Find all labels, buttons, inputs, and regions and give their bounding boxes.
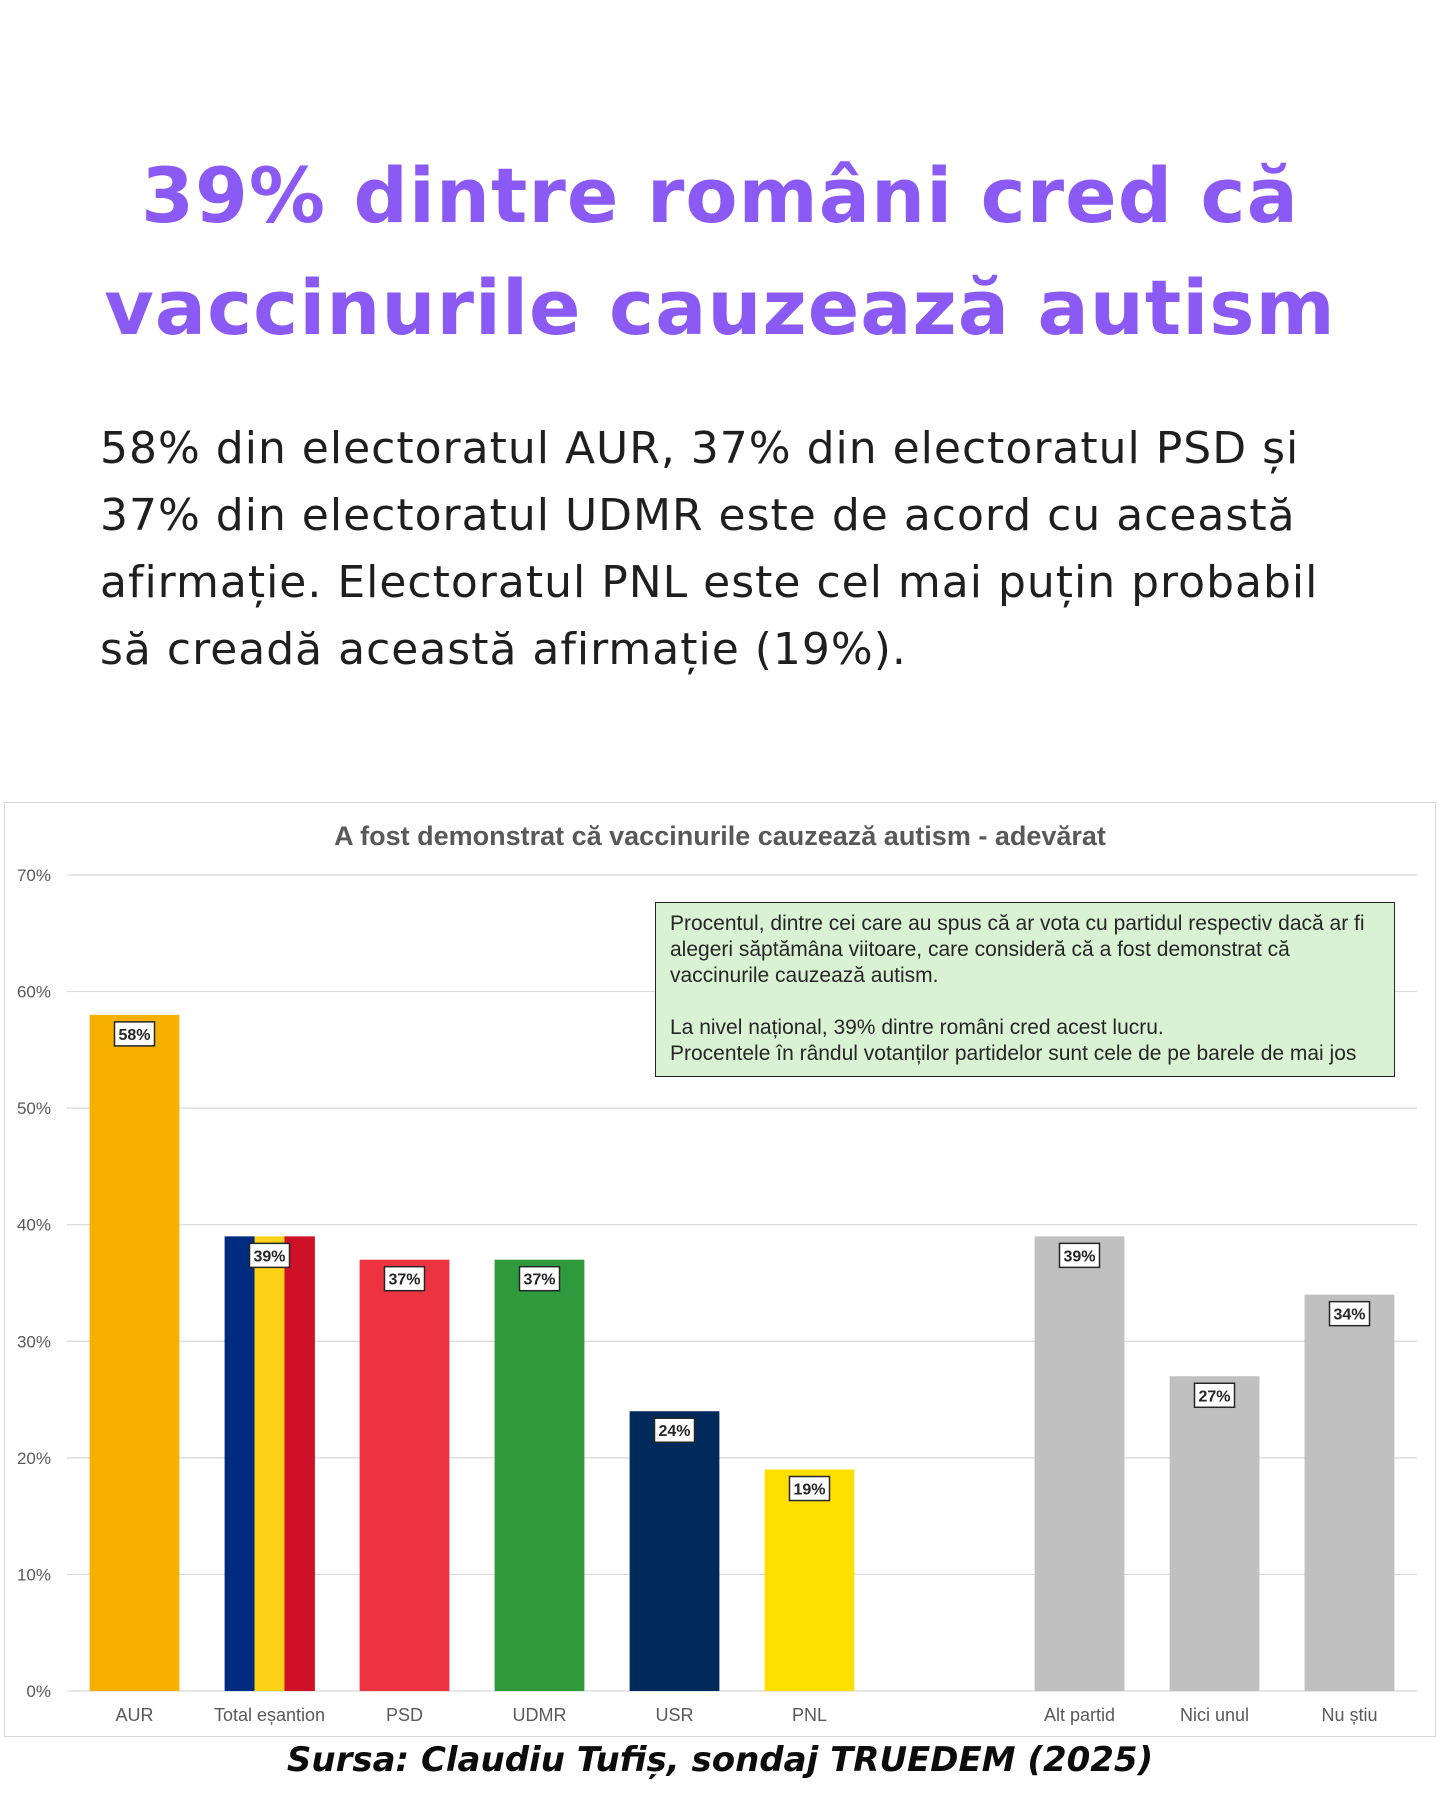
category-label: USR bbox=[655, 1705, 694, 1725]
y-tick-label: 20% bbox=[16, 1448, 51, 1468]
bar-stripe bbox=[255, 1236, 285, 1691]
category-label: Nu știu bbox=[1321, 1705, 1378, 1725]
bar bbox=[1305, 1295, 1395, 1691]
bar bbox=[630, 1411, 720, 1691]
y-tick-label: 70% bbox=[16, 866, 51, 885]
bar-stripe bbox=[225, 1236, 255, 1691]
note-line-1: Procentul, dintre cei care au spus că ar vota cu partidul respectiv dacă ar fi bbox=[670, 912, 1365, 935]
data-label: 34% bbox=[1333, 1306, 1366, 1324]
summary-paragraph bbox=[100, 415, 1370, 683]
bar-stripe bbox=[284, 1236, 314, 1691]
data-label: 58% bbox=[118, 1026, 151, 1044]
headline-line-1: 39% dintre români cred că bbox=[141, 151, 1299, 240]
category-label: Alt partid bbox=[1043, 1705, 1116, 1725]
summary-line-1: 58% din electoratul AUR, 37% din electoratul PSD și bbox=[100, 423, 1300, 474]
data-label: 27% bbox=[1198, 1388, 1231, 1406]
data-label: 39% bbox=[253, 1248, 286, 1266]
chart-note-box bbox=[655, 902, 1395, 1077]
summary-line-4: să creadă această afirmație (19%). bbox=[100, 624, 907, 675]
y-tick-label: 50% bbox=[16, 1099, 51, 1119]
category-label: PNL bbox=[791, 1705, 828, 1725]
data-label: 39% bbox=[1063, 1248, 1096, 1266]
bar bbox=[360, 1260, 450, 1691]
source-credit: Sursa: Claudiu Tufiș, sondaj TRUEDEM (2025) bbox=[286, 1740, 1154, 1780]
y-tick-label: 10% bbox=[16, 1565, 51, 1585]
category-label: UDMR bbox=[512, 1705, 567, 1725]
y-tick-label: 60% bbox=[16, 982, 51, 1002]
category-label: PSD bbox=[385, 1705, 424, 1725]
bar bbox=[495, 1260, 585, 1691]
note-line-3: vaccinurile cauzează autism. bbox=[670, 964, 939, 987]
y-tick-label: 40% bbox=[16, 1215, 51, 1235]
category-label: AUR bbox=[115, 1705, 154, 1725]
bar bbox=[765, 1470, 855, 1691]
data-label: 37% bbox=[523, 1271, 556, 1289]
data-label: 37% bbox=[388, 1271, 421, 1289]
data-label: 24% bbox=[658, 1423, 691, 1441]
headline-line-2: vaccinurile cauzează autism bbox=[104, 263, 1336, 352]
category-label: Nici unul bbox=[1179, 1705, 1250, 1725]
bar bbox=[90, 1015, 180, 1691]
headline bbox=[60, 140, 1380, 364]
category-label: Total eșantion bbox=[213, 1705, 326, 1725]
summary-line-2: 37% din electoratul UDMR este de acord cu această bbox=[100, 490, 1296, 541]
y-tick-label: 30% bbox=[16, 1332, 51, 1352]
note-line-5: Procentele în rândul votanților partidelor sunt cele de pe barele de mai jos bbox=[670, 1042, 1357, 1065]
bar bbox=[1035, 1236, 1125, 1691]
y-tick-label: 0% bbox=[26, 1682, 51, 1701]
data-label: 19% bbox=[793, 1481, 826, 1499]
summary-line-3: afirmație. Electoratul PNL este cel mai puțin probabil bbox=[100, 557, 1319, 608]
bar bbox=[1170, 1376, 1260, 1691]
note-line-2: alegeri săptămâna viitoare, care consideră că a fost demonstrat că bbox=[670, 938, 1290, 961]
note-line-4: La nivel național, 39% dintre români cred acest lucru. bbox=[670, 1016, 1164, 1039]
note-spacer bbox=[670, 989, 1380, 1015]
chart-title: A fost demonstrat că vaccinurile cauzează autism - adevărat bbox=[334, 821, 1106, 851]
